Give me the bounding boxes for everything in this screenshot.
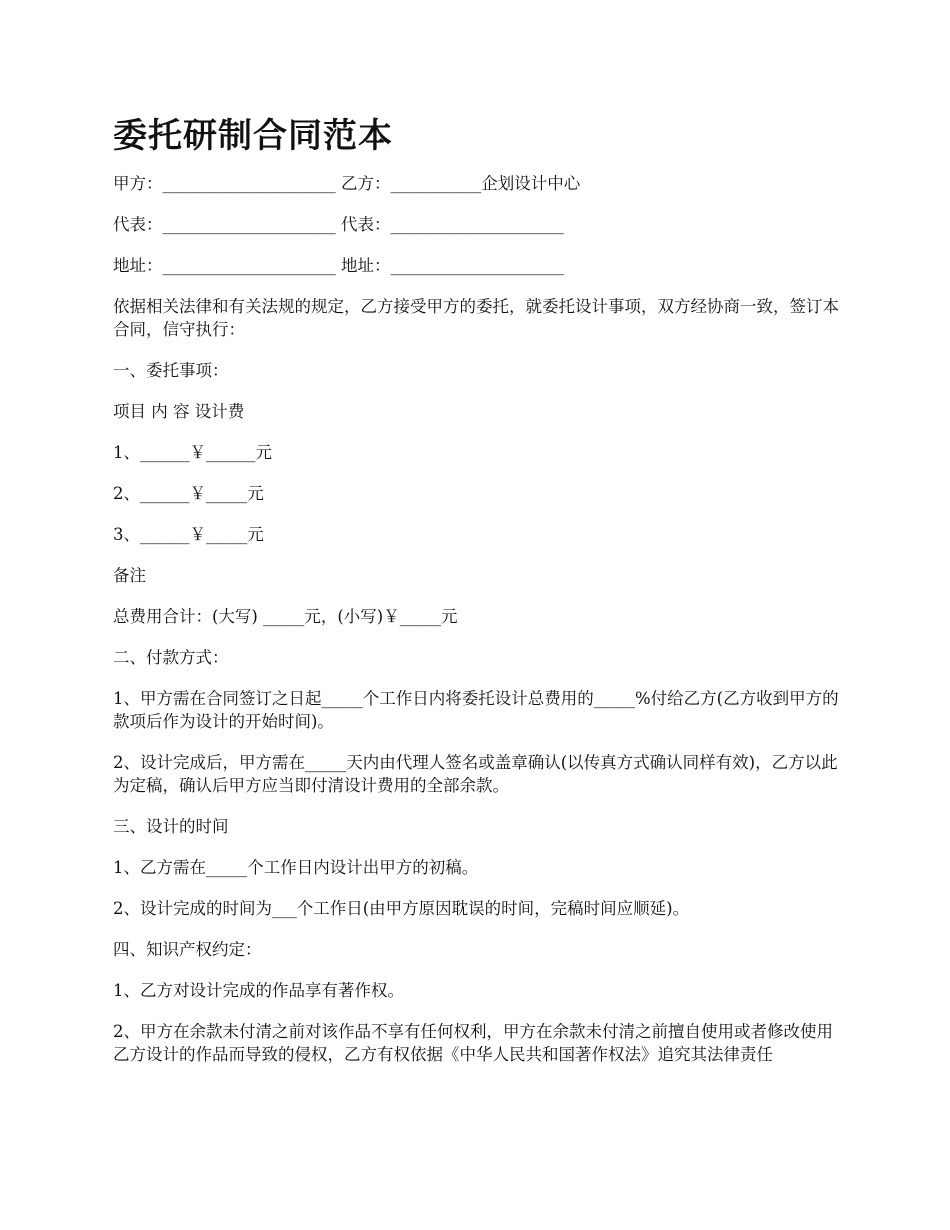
remarks-label: 备注 (113, 566, 146, 585)
total-fee-line: 总费用合计：(大写) _____元，(小写)￥_____元 (113, 607, 458, 626)
schedule-clause-1: 1、乙方需在_____个工作日内设计出甲方的初稿。 (113, 858, 479, 877)
ip-clause-1: 1、乙方对设计完成的作品享有著作权。 (113, 981, 404, 1000)
document-body (113, 172, 843, 1066)
section-heading-3: 三、设计的时间 (113, 817, 229, 836)
fee-table-header: 项目 内 容 设计费 (113, 402, 245, 421)
ip-clause-2: 2、甲方在余款未付清之前对该作品不享有任何权利，甲方在余款未付清之前擅自使用或者修改使用乙方设计的作品而导致的侵权，乙方有权依据《中华人民共和国著作权法》追究其法律责任 (113, 1022, 833, 1064)
document-page (113, 108, 843, 1084)
payment-clause-2: 2、设计完成后，甲方需在_____天内由代理人签名或盖章确认(以传真方式确认同样有效)，乙方以此为定稿，确认后甲方应当即付清设计费用的全部余款。 (113, 753, 838, 795)
payment-clause-1: 1、甲方需在合同签订之日起_____个工作日内将委托设计总费用的_____%付给乙方(乙方收到甲方的款项后作为设计的开始时间)。 (113, 689, 839, 731)
fee-item-1: 1、______￥______元 (113, 443, 272, 462)
document-title: 委托研制合同范本 (113, 116, 393, 156)
representative-line: 代表：_____________________ 代表：_____________________ (113, 215, 564, 234)
schedule-clause-2: 2、设计完成的时间为___个工作日(由甲方原因耽误的时间，完稿时间应顺延)。 (113, 899, 690, 918)
section-heading-1: 一、委托事项： (113, 361, 229, 380)
party-a-b-line: 甲方：_____________________ 乙方：___________企划设计中心 (113, 174, 581, 193)
fee-item-3: 3、______￥_____元 (113, 525, 264, 544)
address-line: 地址：_____________________ 地址：_____________________ (113, 256, 564, 275)
section-heading-2: 二、付款方式： (113, 648, 229, 667)
preamble-paragraph: 依据相关法律和有关法规的规定，乙方接受甲方的委托，就委托设计事项，双方经协商一致，签订本合同，信守执行： (113, 297, 839, 339)
section-heading-4: 四、知识产权约定： (113, 940, 262, 959)
fee-item-2: 2、______￥_____元 (113, 484, 264, 503)
